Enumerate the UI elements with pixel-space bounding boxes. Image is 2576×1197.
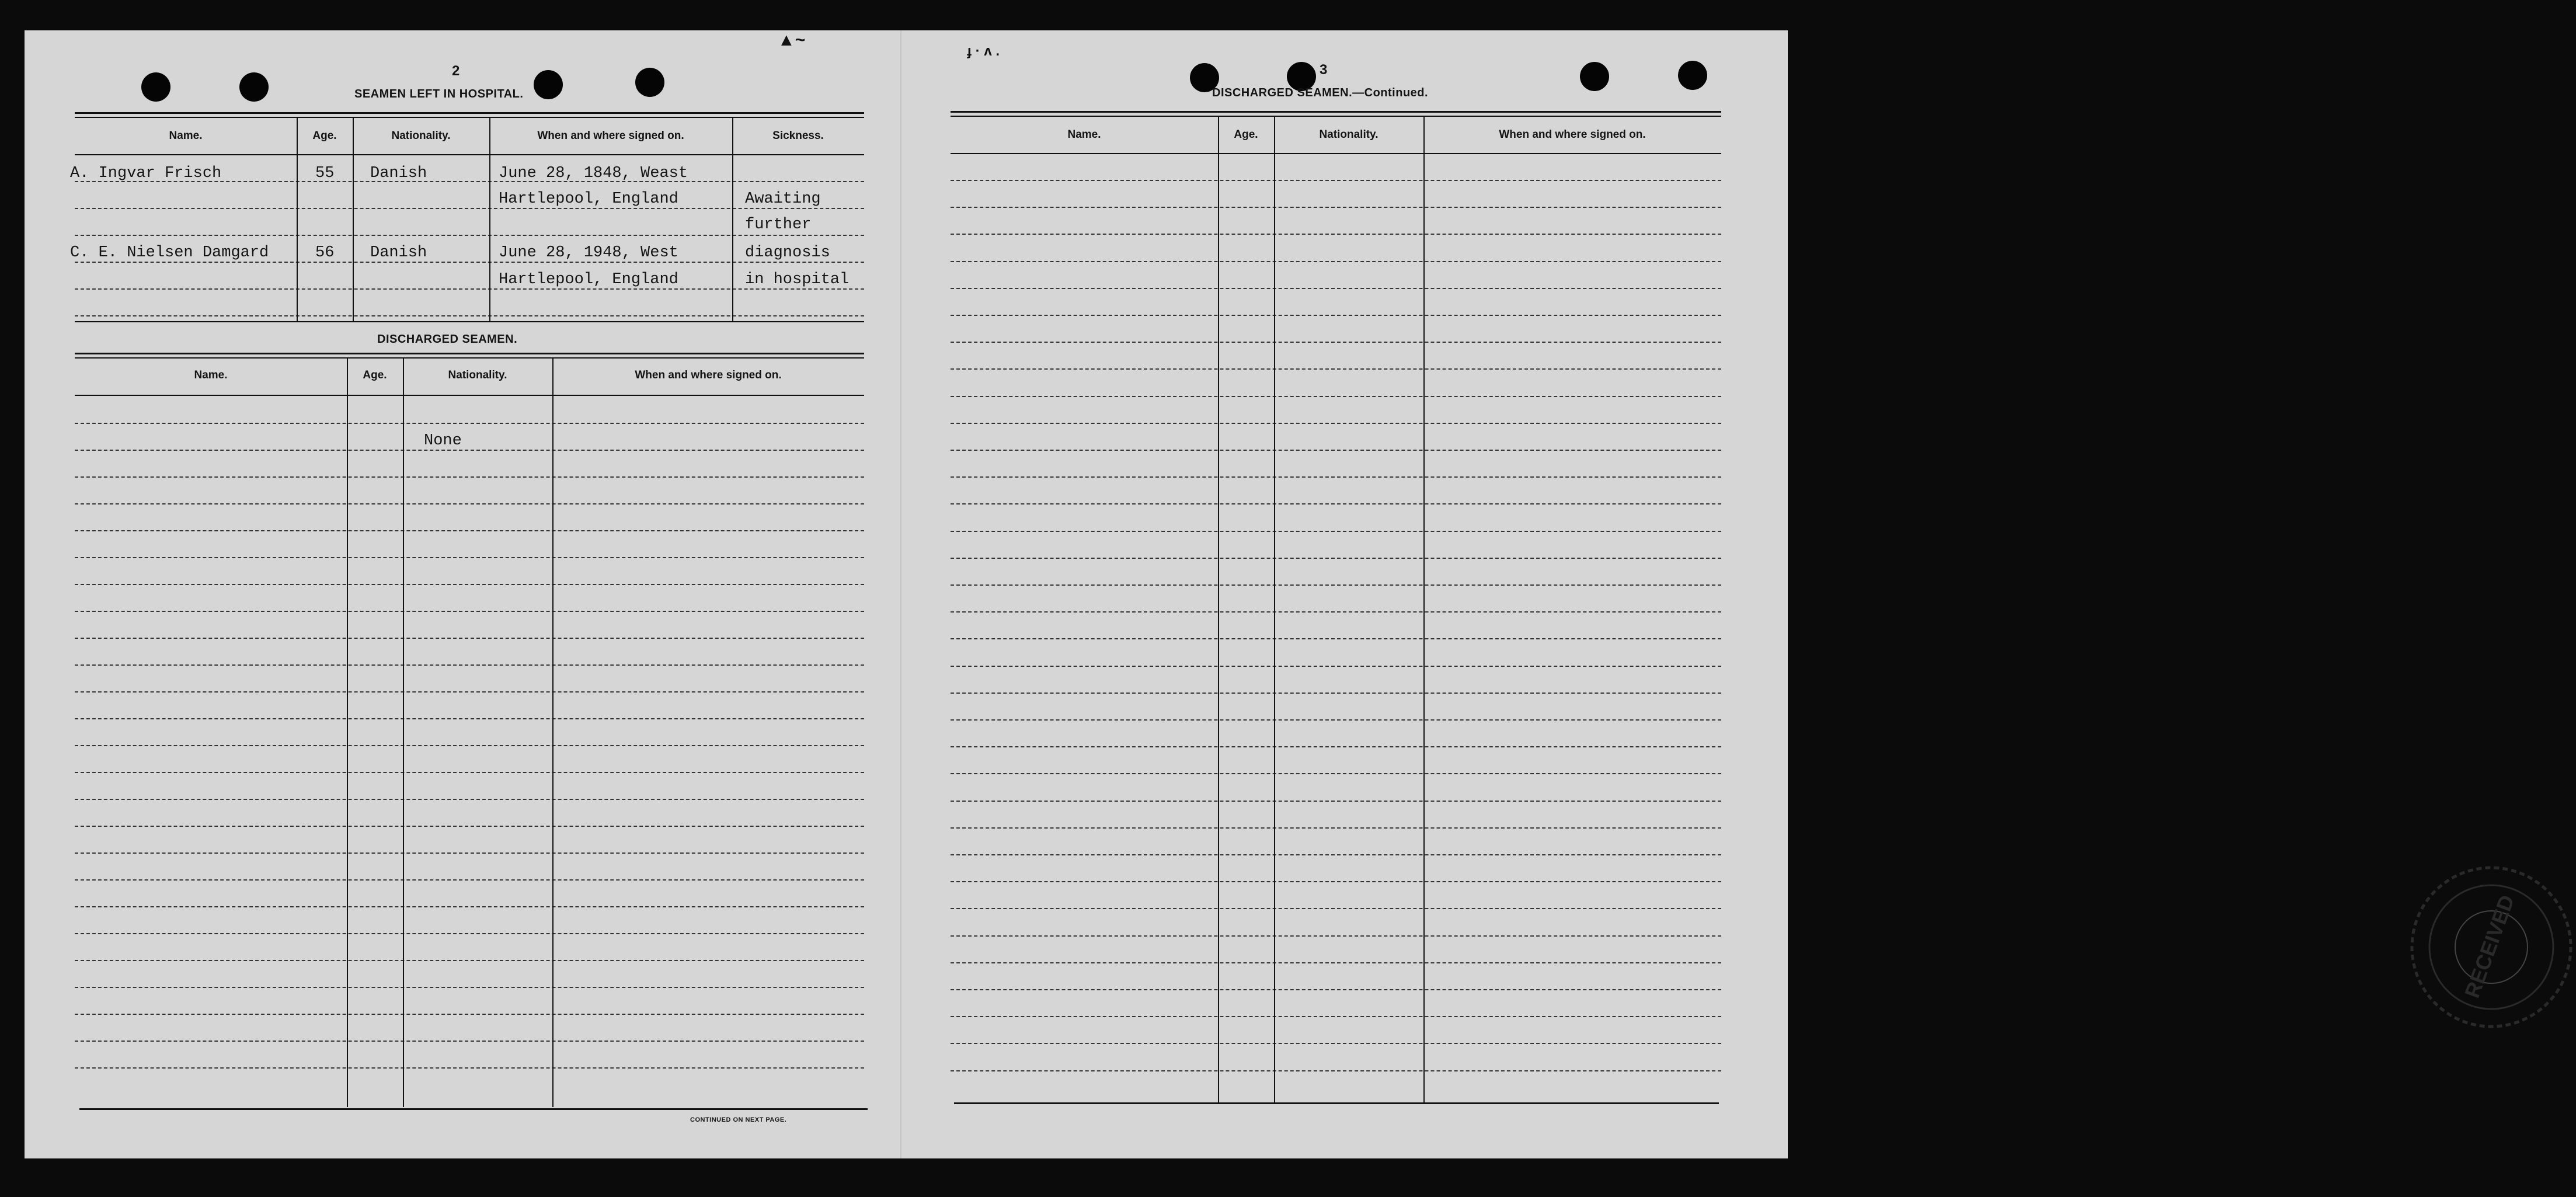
ruled-line [75,745,864,746]
ruled-line [951,288,1721,289]
signed-on-date: June 28, 1948, West [499,244,678,262]
ruled-line [951,503,1721,504]
discharged-entry: None [424,432,462,450]
punch-hole [239,72,269,102]
ruled-line [75,1014,864,1015]
ruled-line [951,368,1721,370]
ruled-line [951,773,1721,774]
ruled-line [75,638,864,639]
ruled-line [75,826,864,827]
seaman-age: 56 [315,244,335,262]
sickness-text: further [745,216,812,234]
sickness-text: in hospital [745,271,850,288]
seaman-name: C. E. Nielsen Damgard [70,244,269,262]
ruled-line [951,180,1721,181]
column-header-sickness: Sickness. [772,130,824,142]
ruled-line [75,423,864,424]
punch-hole [141,72,170,102]
ruled-line [951,396,1721,397]
column-header-age: Age. [312,130,337,142]
punch-hole [534,70,563,99]
column-header-age: Age. [1234,128,1258,141]
ruled-line [951,719,1721,721]
ruled-line [951,693,1721,694]
seaman-nationality: Danish [370,165,427,182]
ruled-line [951,908,1721,909]
seaman-nationality: Danish [370,244,427,262]
received-stamp [2407,862,2576,1032]
ruled-line [951,935,1721,937]
sickness-text: diagnosis [745,244,830,262]
ink-mark: ɟ · ʌ . [967,43,1000,59]
ruled-line [75,476,864,478]
ruled-line [75,879,864,881]
ruled-line [75,450,864,451]
ruled-line [75,852,864,854]
discharged-section-title: DISCHARGED SEAMEN. [377,333,518,346]
ruled-line [951,962,1721,963]
ruled-line [75,1067,864,1069]
column-header-nationality: Nationality. [391,130,451,142]
discharged-continued-title: DISCHARGED SEAMEN.—Continued. [1212,86,1429,99]
ruled-line [75,933,864,934]
column-header-signed-on: When and where signed on. [537,130,684,142]
ruled-line [951,989,1721,990]
ruled-line [951,584,1721,586]
stamp-text: RECEIVED [2459,892,2519,1001]
ruled-line [75,557,864,558]
column-header-name: Name. [194,369,228,381]
ruled-line [951,801,1721,802]
ruled-line [75,584,864,585]
ruled-line [75,906,864,907]
ruled-line [75,1041,864,1042]
ruled-line [951,746,1721,747]
sickness-text: Awaiting [745,190,821,208]
page-number: 2 [452,63,460,79]
seaman-age: 55 [315,165,335,182]
signed-on-place: Hartlepool, England [499,271,678,288]
ruled-line [951,315,1721,316]
ruled-line [75,799,864,800]
right-page [900,30,2519,1158]
ruled-line [75,503,864,504]
ruled-line [75,960,864,961]
ruled-line [951,1070,1721,1071]
column-header-signed-on: When and where signed on. [635,369,782,381]
ruled-line [951,854,1721,855]
ruled-line [951,666,1721,667]
ruled-line [75,987,864,988]
ruled-line [951,234,1721,235]
ruled-line [951,611,1721,613]
ruled-line [951,450,1721,451]
continued-note: CONTINUED ON NEXT PAGE. [690,1116,787,1123]
punch-hole [635,68,664,97]
signed-on-date: June 28, 1848, Weast [499,165,688,182]
column-header-nationality: Nationality. [1319,128,1378,141]
column-header-name: Name. [169,130,203,142]
seaman-name: A. Ingvar Frisch [70,165,222,182]
document-scan [25,30,2519,1158]
ruled-line [951,476,1721,478]
column-header-age: Age. [363,369,387,381]
column-header-signed-on: When and where signed on. [1499,128,1646,141]
ruled-line [75,772,864,773]
ruled-line [951,342,1721,343]
hospital-section-title: SEAMEN LEFT IN HOSPITAL. [354,88,524,100]
ruled-line [951,207,1721,208]
ruled-line [75,718,864,719]
left-page [25,30,900,1158]
ruled-line [951,1043,1721,1044]
ruled-line [951,261,1721,262]
ruled-line [951,423,1721,424]
ruled-line [951,1016,1721,1017]
column-header-nationality: Nationality. [448,369,507,381]
signed-on-place: Hartlepool, England [499,190,678,208]
punch-hole [1580,62,1609,91]
page-number: 3 [1320,62,1328,78]
ruled-line [75,691,864,693]
ink-mark: ▲~ [778,30,806,50]
ruled-line [75,664,864,666]
ruled-line [951,881,1721,882]
ruled-line [75,611,864,612]
ruled-line [75,530,864,531]
ruled-line [951,558,1721,559]
ruled-line [951,531,1721,532]
ruled-line [951,638,1721,639]
ruled-line [951,827,1721,829]
punch-hole [1678,61,1707,90]
column-header-name: Name. [1067,128,1101,141]
